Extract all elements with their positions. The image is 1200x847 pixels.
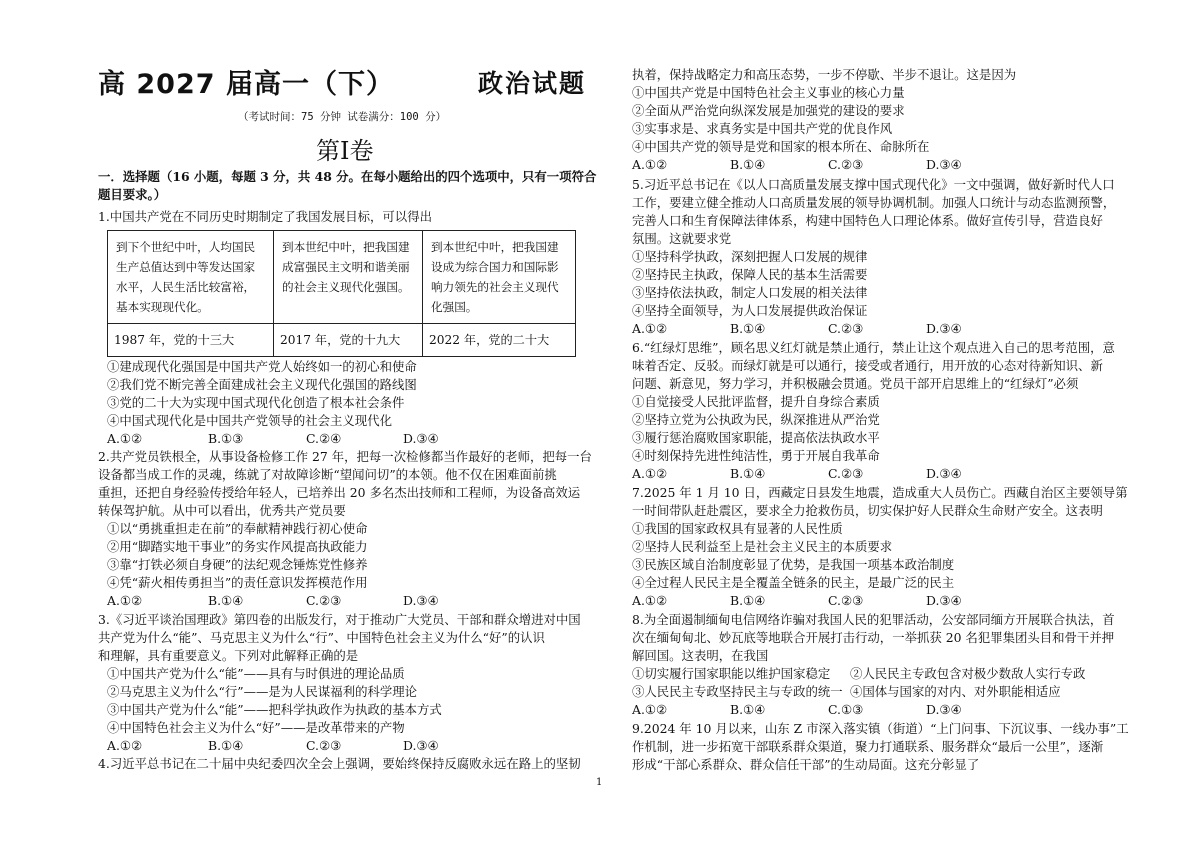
question-6-stem: 6.“红绿灯思维”，顾名思义红灯就是禁止通行，禁止让这个观点进入自己的思考范围，意 bbox=[632, 340, 1115, 355]
option-d: D.③④ bbox=[926, 702, 962, 717]
question-item: ②全面从严治党向纵深发展是加强党的建设的要求 bbox=[632, 103, 905, 118]
option-a: A.①② bbox=[632, 593, 668, 608]
option-b: B.①④ bbox=[730, 157, 766, 172]
question-5-stem: 5.习近平总书记在《以人口高质量发展支撑中国式现代化》一文中强调，做好新时代人口 bbox=[632, 177, 1115, 192]
exam-info: （考试时间：75 分钟 试卷满分：100 分） bbox=[238, 111, 447, 123]
table-cell: 1987 年，党的十三大 bbox=[108, 324, 274, 357]
option-d: D.③④ bbox=[403, 593, 439, 608]
development-goals-table bbox=[107, 230, 576, 357]
question-item: ②人民民主专政包含对极少数敌人实行专政 bbox=[850, 666, 1086, 681]
question-7-stem: 一时间带队赶赴震区，要求全力抢救伤员，切实保护好人民群众生命财产安全。这表明 bbox=[632, 503, 1103, 518]
question-3-stem: 共产党为什么“能”、马克思主义为什么“行”、中国特色社会主义为什么“好”的认识 bbox=[98, 630, 545, 645]
option-d: D.③④ bbox=[403, 738, 439, 753]
question-item: ①切实履行国家职能以维护国家稳定 bbox=[632, 666, 831, 681]
option-c: C.①③ bbox=[828, 702, 864, 717]
question-item: ④中国特色社会主义为什么“好”——是改革带来的产物 bbox=[107, 720, 405, 735]
question-item: ②用“脚踏实地干事业”的务实作风提高执政能力 bbox=[107, 539, 368, 554]
question-8-stem: 8.为全面遏制缅甸电信网络诈骗对我国人民的犯罪活动，公安部同缅方开展联合执法，首 bbox=[632, 612, 1115, 627]
section-instruction: 题目要求。） bbox=[98, 187, 167, 202]
volume-heading: 第Ⅰ卷 bbox=[316, 137, 374, 165]
option-d: D.③④ bbox=[926, 321, 962, 336]
option-a: A.①② bbox=[632, 321, 668, 336]
question-7-stem: 7.2025 年 1 月 10 日，西藏定日县发生地震，造成重大人员伤亡。西藏自治区主要领导第 bbox=[632, 485, 1128, 500]
question-item: ④国体与国家的对内、对外职能相适应 bbox=[850, 684, 1061, 699]
question-item: ④中国式现代化是中国共产党领导的社会主义现代化 bbox=[107, 413, 392, 428]
table-cell: 到下个世纪中叶，人均国民生产总值达到中等发达国家水平，人民生活比较富裕，基本实现现代化。 bbox=[108, 231, 274, 324]
option-a: A.①② bbox=[632, 466, 668, 481]
option-b: B.①④ bbox=[208, 593, 244, 608]
question-5-stem: 氛围。这就要求党 bbox=[632, 231, 732, 246]
option-d: D.③④ bbox=[926, 466, 962, 481]
option-c: C.②③ bbox=[306, 738, 342, 753]
question-9-stem: 形成“干部心系群众、群众信任干部”的生动局面。这充分彰显了 bbox=[632, 757, 980, 772]
question-9-stem: 9.2024 年 10 月以来，山东 Z 市深入落实镇（街道）“上门问事、下沉议事、一线办事”工 bbox=[632, 721, 1129, 736]
question-item: ②坚持民主执政，保障人民的基本生活需要 bbox=[632, 267, 868, 282]
question-item: ④中国共产党的领导是党和国家的根本所在、命脉所在 bbox=[632, 139, 930, 154]
option-b: B.①④ bbox=[730, 702, 766, 717]
option-c: C.②③ bbox=[828, 593, 864, 608]
option-a: A.①② bbox=[632, 157, 668, 172]
answer-options bbox=[632, 320, 1032, 338]
option-d: D.③④ bbox=[926, 593, 962, 608]
question-6-stem: 味着否定、反驳。而绿灯就是可以通行，接受或者通行，用开放的心态对待新知识、新 bbox=[632, 358, 1103, 373]
option-a: A.①② bbox=[107, 593, 143, 608]
question-8-stem: 次在缅甸甸北、妙瓦底等地联合开展打击行动，一举抓获 20 名犯罪集团头目和骨干并押 bbox=[632, 630, 1115, 645]
answer-options bbox=[107, 737, 507, 755]
question-item: ②坚持立党为公执政为民，纵深推进从严治党 bbox=[632, 412, 880, 427]
option-d: D.③④ bbox=[403, 431, 439, 446]
option-c: C.②③ bbox=[828, 157, 864, 172]
question-2-stem: 2.共产党员铁根全，从事设备检修工作 27 年，把每一次检修都当作最好的老师，把每一台 bbox=[98, 449, 592, 464]
question-item: ③民族区域自治制度彰显了优势，是我国一项基本政治制度 bbox=[632, 557, 955, 572]
exam-subject: 政治试题 bbox=[478, 69, 587, 98]
answer-options bbox=[107, 592, 507, 610]
question-item-row bbox=[632, 665, 1112, 683]
option-b: B.①④ bbox=[208, 738, 244, 753]
question-item: ③坚持依法执政，制定人口发展的相关法律 bbox=[632, 285, 868, 300]
option-a: A.①② bbox=[107, 431, 143, 446]
table-cell: 到本世纪中叶，把我国建成富强民主文明和谐美丽的社会主义现代化强国。 bbox=[274, 231, 423, 324]
section-instruction: 一．选择题（16 小题，每题 3 分，共 48 分。在每小题给出的四个选项中，只有一项符合 bbox=[98, 169, 597, 184]
question-item: ③人民民主专政坚持民主与专政的统一 bbox=[632, 684, 843, 699]
question-item-row bbox=[632, 683, 1112, 701]
question-1-stem: 1.中国共产党在不同历史时期制定了我国发展目标，可以得出 bbox=[98, 209, 432, 224]
question-item: ③靠“打铁必须自身硬”的法纪观念锤炼党性修养 bbox=[107, 557, 368, 572]
table-cell: 2022 年，党的二十大 bbox=[423, 324, 576, 357]
option-c: C.②③ bbox=[828, 466, 864, 481]
answer-options bbox=[632, 592, 1032, 610]
question-5-stem: 工作，要建立健全推动人口高质量发展的领导协调机制。加强人口统计与动态监测预警， bbox=[632, 195, 1116, 210]
answer-options bbox=[107, 430, 507, 448]
question-item: ④坚持全面领导，为人口发展提供政治保证 bbox=[632, 303, 868, 318]
question-item: ④凭“薪火相传勇担当”的责任意识发挥模范作用 bbox=[107, 575, 368, 590]
exam-title: 高 2027 届高一（下） bbox=[98, 69, 394, 100]
question-item: ③履行惩治腐败国家职能，提高依法执政水平 bbox=[632, 430, 880, 445]
question-item: ③实事求是、求真务实是中国共产党的优良作风 bbox=[632, 121, 893, 136]
question-2-stem: 重担，还把自身经验传授给年轻人，已培养出 20 多名杰出技师和工程师，为设备高效运 bbox=[98, 485, 581, 500]
option-b: B.①④ bbox=[730, 466, 766, 481]
question-item: ②坚持人民利益至上是社会主义民主的本质要求 bbox=[632, 539, 893, 554]
question-9-stem: 作机制，进一步拓宽干部联系群众渠道，聚力打通联系、服务群众“最后一公里”，逐渐 bbox=[632, 739, 1104, 754]
question-6-stem: 问题、新意见，努力学习，并积极融会贯通。党员干部开启思维上的“红绿灯”必须 bbox=[632, 376, 1079, 391]
option-d: D.③④ bbox=[926, 157, 962, 172]
question-item: ④全过程人民民主是全覆盖全链条的民主，是最广泛的民主 bbox=[632, 575, 955, 590]
question-item: ①以“勇挑重担走在前”的奉献精神践行初心使命 bbox=[107, 521, 368, 536]
question-item: ①坚持科学执政，深刻把握人口发展的规律 bbox=[632, 249, 868, 264]
table-cell: 2017 年，党的十九大 bbox=[274, 324, 423, 357]
question-item: ①自觉接受人民批评监督，提升自身综合素质 bbox=[632, 394, 880, 409]
question-5-stem: 完善人口和生育保障法律体系，构建中国特色人口理论体系。做好宣传引导，营造良好 bbox=[632, 213, 1103, 228]
question-8-stem: 解回国。这表明，在我国 bbox=[632, 648, 769, 663]
question-item: ③中国共产党为什么“能”——把科学执政作为执政的基本方式 bbox=[107, 702, 442, 717]
question-3-stem: 3.《习近平谈治国理政》第四卷的出版发行，对于推动广大党员、干部和群众增进对中国 bbox=[98, 612, 581, 627]
question-item: ④时刻保持先进性纯洁性，勇于开展自我革命 bbox=[632, 448, 880, 463]
question-4-stem: 4.习近平总书记在二十届中央纪委四次全会上强调，要始终保持反腐败永远在路上的坚韧 bbox=[98, 756, 581, 771]
question-item: ①我国的国家政权具有显著的人民性质 bbox=[632, 521, 843, 536]
table-cell: 到本世纪中叶，把我国建设成为综合国力和国际影响力领先的社会主义现代化强国。 bbox=[423, 231, 576, 324]
question-item: ③党的二十大为实现中国式现代化创造了根本社会条件 bbox=[107, 395, 405, 410]
answer-options bbox=[632, 465, 1032, 483]
question-2-stem: 设备都当成工作的灵魂，练就了对故障诊断“望闻问切”的本领。他不仅在困难面前挑 bbox=[98, 467, 557, 482]
question-item: ②我们党不断完善全面建成社会主义现代化强国的路线图 bbox=[107, 377, 417, 392]
question-item: ①建成现代化强国是中国共产党人始终如一的初心和使命 bbox=[107, 359, 417, 374]
option-a: A.①② bbox=[107, 738, 143, 753]
option-c: C.②③ bbox=[828, 321, 864, 336]
page-number: 1 bbox=[596, 777, 603, 788]
option-a: A.①② bbox=[632, 702, 668, 717]
answer-options bbox=[632, 156, 1032, 174]
option-b: B.①④ bbox=[730, 321, 766, 336]
question-item: ①中国共产党为什么“能”——具有与时俱进的理论品质 bbox=[107, 666, 405, 681]
option-c: C.②④ bbox=[306, 431, 342, 446]
option-b: B.①③ bbox=[208, 431, 244, 446]
question-2-stem: 转保驾护航。从中可以看出，优秀共产党员要 bbox=[98, 503, 346, 518]
answer-options bbox=[632, 701, 1032, 719]
question-item: ①中国共产党是中国特色社会主义事业的核心力量 bbox=[632, 85, 905, 100]
question-4-stem: 执着，保持战略定力和高压态势，一步不停歇、半步不退让。这是因为 bbox=[632, 67, 1017, 82]
question-3-stem: 和理解，具有重要意义。下列对此解释正确的是 bbox=[98, 648, 359, 663]
option-c: C.②③ bbox=[306, 593, 342, 608]
option-b: B.①④ bbox=[730, 593, 766, 608]
question-item: ②马克思主义为什么“行”——是为人民谋福利的科学理论 bbox=[107, 684, 418, 699]
